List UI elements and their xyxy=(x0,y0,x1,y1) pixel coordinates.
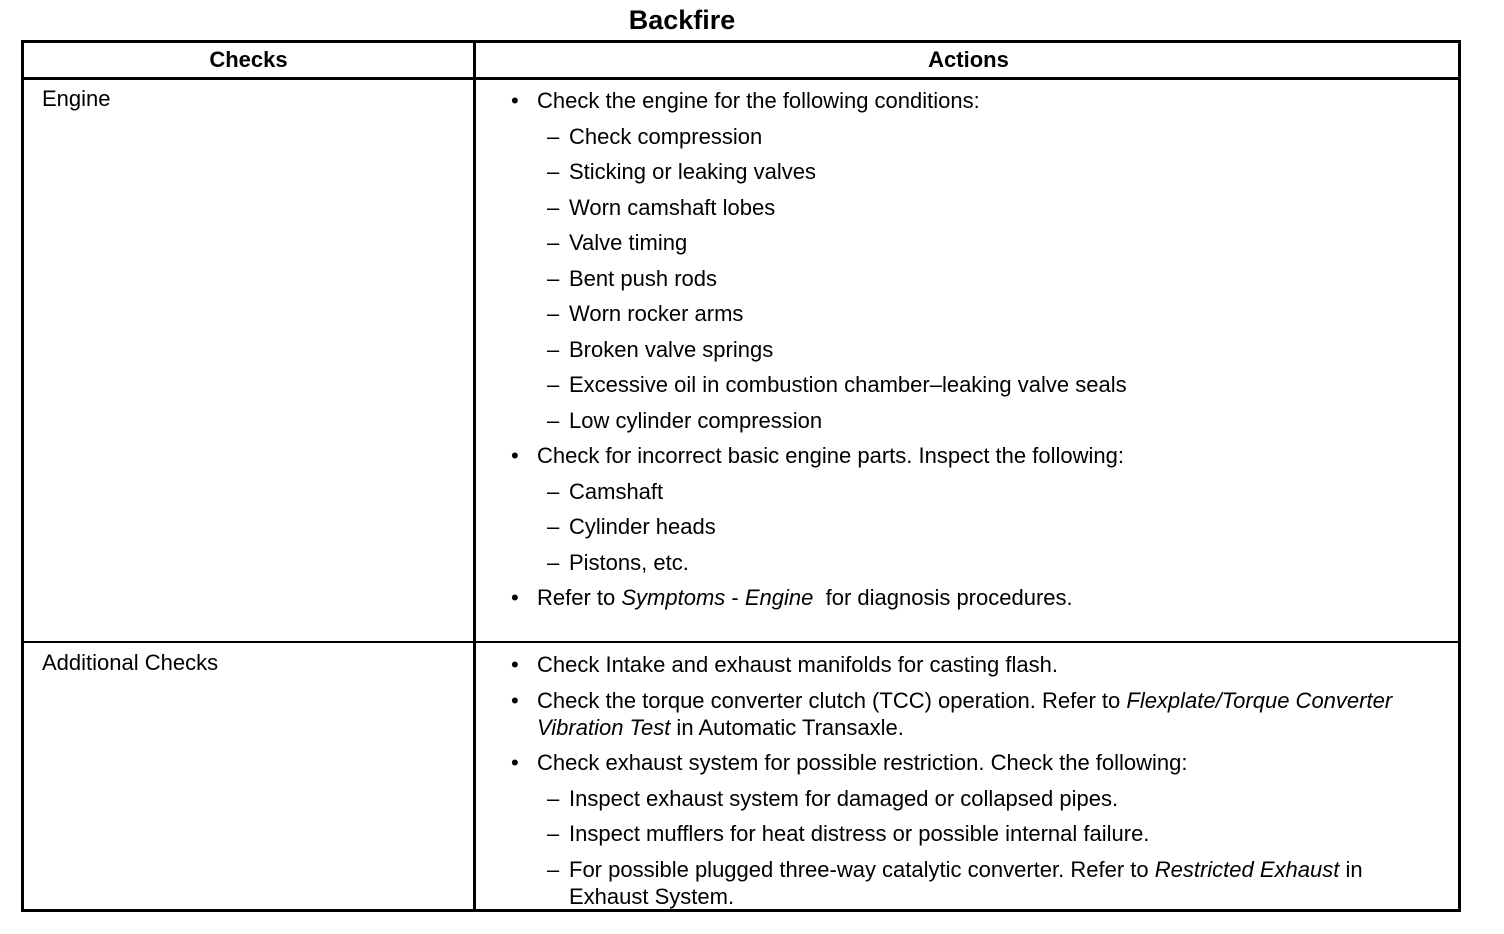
action-subitem: – Worn rocker arms xyxy=(507,300,1447,327)
text: Check the torque converter clutch (TCC) operation. Refer to xyxy=(537,687,1127,713)
text: For possible plugged three-way catalytic converter. Refer to xyxy=(569,856,1155,882)
action-bullet-reference xyxy=(507,687,1447,741)
row-divider xyxy=(24,641,1458,643)
action-subitem: – Check compression xyxy=(507,123,1447,150)
action-subitem: – Cylinder heads xyxy=(507,513,1447,540)
action-subitem: – Inspect exhaust system for damaged or collapsed pipes. xyxy=(507,785,1447,812)
actions-engine xyxy=(507,87,1447,611)
reference-symptoms: Symptoms xyxy=(621,585,726,610)
text: - xyxy=(725,585,745,610)
text: for diagnosis procedures. xyxy=(813,585,1073,610)
header-divider xyxy=(24,77,1458,80)
action-subitem: – Excessive oil in combustion chamber–leaking valve seals xyxy=(507,371,1447,398)
page-title: Backfire xyxy=(628,5,736,35)
action-bullet: • Check the engine for the following conditions: xyxy=(507,87,1447,114)
action-subitem-reference xyxy=(507,856,1447,910)
action-subitem: – Bent push rods xyxy=(507,265,1447,292)
action-subitem: – Camshaft xyxy=(507,478,1447,505)
text: in Exhaust System. xyxy=(569,856,1363,909)
text: in Automatic Transaxle. xyxy=(670,714,904,740)
action-bullet: • Check Intake and exhaust manifolds for casting flash. xyxy=(507,651,1447,678)
action-bullet-reference xyxy=(507,584,1447,611)
check-additional: Additional Checks xyxy=(42,650,219,675)
text: Refer to xyxy=(537,585,622,610)
action-subitem: – Inspect mufflers for heat distress or possible internal failure. xyxy=(507,820,1447,847)
column-header-actions: Actions xyxy=(928,47,1009,72)
action-subitem: – Pistons, etc. xyxy=(507,549,1447,576)
diagnostic-table xyxy=(21,40,1461,912)
action-bullet: • Check for incorrect basic engine parts. Inspect the following: xyxy=(507,442,1447,469)
action-subitem: – Low cylinder compression xyxy=(507,407,1447,434)
reference-flexplate: Flexplate/Torque Converter Vibration Test xyxy=(537,687,1393,740)
actions-additional xyxy=(507,651,1447,910)
column-header-checks: Checks xyxy=(209,47,288,72)
reference-restricted-exhaust: Restricted Exhaust xyxy=(1154,856,1340,882)
action-bullet: • Check exhaust system for possible restriction. Check the following: xyxy=(507,749,1447,776)
action-subitem: – Sticking or leaking valves xyxy=(507,158,1447,185)
action-subitem: – Worn camshaft lobes xyxy=(507,194,1447,221)
action-subitem: – Valve timing xyxy=(507,229,1447,256)
reference-engine: Engine xyxy=(744,585,814,610)
action-subitem: – Broken valve springs xyxy=(507,336,1447,363)
column-divider xyxy=(473,43,476,909)
check-engine: Engine xyxy=(42,86,111,111)
